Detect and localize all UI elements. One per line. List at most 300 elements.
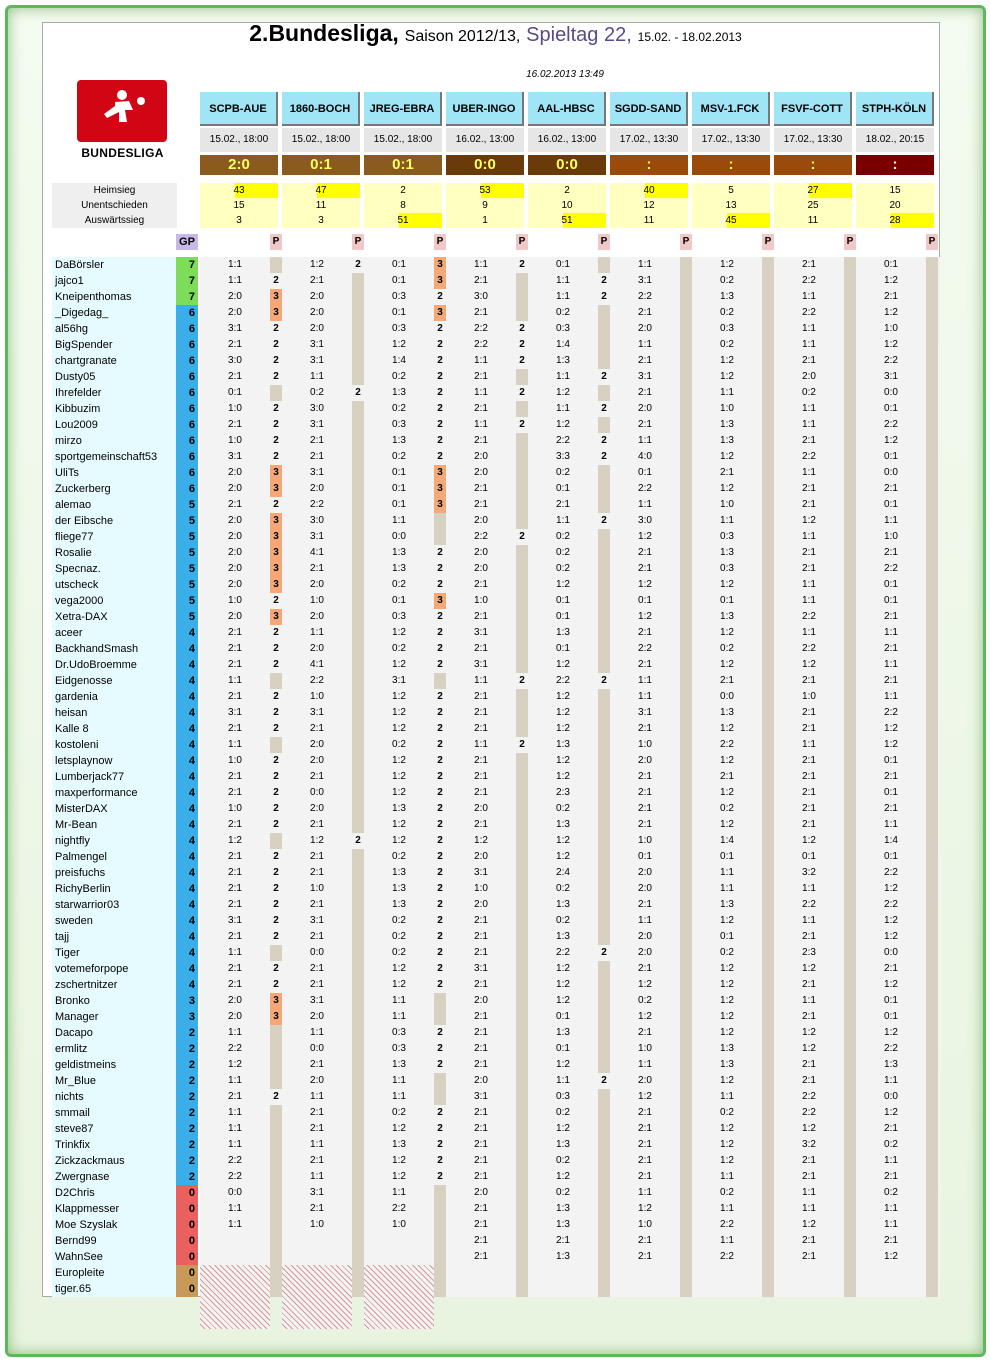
player-points: 3	[176, 1009, 198, 1025]
tip-points: 2	[434, 977, 446, 993]
draw-count: 12	[610, 198, 688, 213]
tip-cell: 2:2	[556, 675, 570, 686]
tip-cell: 1:2	[556, 1123, 570, 1134]
tip-cell: 1:1	[884, 1203, 898, 1214]
player-name: UliTs	[52, 465, 176, 481]
tip-cell: 0:1	[392, 467, 406, 478]
tip-cell: 2:1	[802, 547, 816, 558]
tip-points: 2	[352, 833, 364, 849]
player-name: Lou2009	[52, 417, 176, 433]
tip-points: 2	[598, 673, 610, 689]
tip-cell: 3:0	[638, 515, 652, 526]
tip-cell: 3:1	[474, 659, 488, 670]
tip-cell: 3:1	[228, 451, 242, 462]
tip-cell: 2:1	[802, 755, 816, 766]
tip-points: 2	[434, 769, 446, 785]
tip-cell: 0:2	[556, 1107, 570, 1118]
tip-points: 2	[516, 385, 528, 401]
tip-cell: 2:1	[720, 675, 734, 686]
tip-cell: 2:0	[228, 611, 242, 622]
tip-cell: 1:1	[310, 371, 324, 382]
tip-cell: 1:0	[228, 403, 242, 414]
tip-cell: 2:1	[884, 771, 898, 782]
tip-cell: 1:3	[720, 435, 734, 446]
tip-cell: 1:2	[720, 1011, 734, 1022]
tip-cell: 1:1	[556, 371, 570, 382]
tip-cell: 1:2	[884, 435, 898, 446]
tip-points: 2	[434, 609, 446, 625]
player-points: 6	[176, 385, 198, 401]
tip-cell: 1:3	[720, 1059, 734, 1070]
player-points: 6	[176, 337, 198, 353]
tip-cell: 0:0	[720, 691, 734, 702]
tip-cell: 1:2	[720, 1123, 734, 1134]
player-points: 4	[176, 689, 198, 705]
tip-points: 2	[270, 449, 282, 465]
tip-cell: 1:1	[884, 1075, 898, 1086]
tip-cell: 2:1	[228, 963, 242, 974]
tip-cell: 2:1	[474, 371, 488, 382]
tip-cell: 1:1	[802, 419, 816, 430]
tip-cell: 1:3	[720, 547, 734, 558]
tip-cell: 2:1	[802, 787, 816, 798]
tip-cell: 1:2	[392, 723, 406, 734]
tip-cell: 0:1	[392, 499, 406, 510]
tip-cell: 1:0	[228, 595, 242, 606]
tip-cell: 2:2	[884, 355, 898, 366]
points-header: P	[762, 234, 774, 250]
tip-cell: 2:1	[638, 547, 652, 558]
tip-cell: 2:1	[638, 419, 652, 430]
tip-points: 2	[434, 881, 446, 897]
player-icon	[95, 88, 145, 132]
tip-points: 2	[434, 721, 446, 737]
tip-points: 2	[434, 1041, 446, 1057]
tip-cell: 1:2	[638, 1203, 652, 1214]
tip-points: 3	[434, 497, 446, 513]
tip-cell: 1:1	[392, 515, 406, 526]
tip-cell: 1:3	[556, 355, 570, 366]
tip-cell: 0:1	[556, 483, 570, 494]
player-points: 2	[176, 1137, 198, 1153]
tip-cell: 1:2	[392, 691, 406, 702]
points-strip	[680, 257, 692, 1297]
player-points: 4	[176, 961, 198, 977]
tip-cell: 1:1	[720, 1235, 734, 1246]
tip-cell: 2:2	[802, 451, 816, 462]
tip-cell: 1:2	[392, 963, 406, 974]
tip-cell: 1:2	[884, 739, 898, 750]
match-code: SGDD-SAND	[610, 92, 688, 126]
tip-cell: 0:3	[392, 323, 406, 334]
tip-cell: 1:2	[556, 387, 570, 398]
tip-cell: 2:1	[228, 787, 242, 798]
tip-points: 2	[434, 641, 446, 657]
tip-cell: 1:1	[474, 355, 488, 366]
tip-cell: 3:2	[802, 867, 816, 878]
tip-cell: 1:4	[884, 835, 898, 846]
tip-cell: 0:1	[884, 499, 898, 510]
tip-cell: 1:3	[720, 419, 734, 430]
tip-cell: 2:1	[802, 1155, 816, 1166]
tip-cell: 2:1	[802, 499, 816, 510]
tip-cell: 0:2	[392, 403, 406, 414]
tip-cell: 3:0	[474, 291, 488, 302]
tip-cell: 0:2	[392, 851, 406, 862]
away-win-count: 1	[446, 213, 524, 228]
player-points: 4	[176, 977, 198, 993]
tip-cell: 1:2	[802, 1027, 816, 1038]
tip-cell: 2:1	[474, 931, 488, 942]
tip-cell: 3:0	[310, 515, 324, 526]
player-points: 4	[176, 849, 198, 865]
tip-cell: 1:3	[556, 1251, 570, 1262]
tip-points: 3	[270, 545, 282, 561]
tip-cell: 0:2	[720, 803, 734, 814]
tip-points: 2	[270, 689, 282, 705]
tip-points: 2	[270, 1089, 282, 1105]
tip-points: 2	[434, 753, 446, 769]
tip-cell: 2:0	[228, 563, 242, 574]
tip-cell: 1:2	[720, 979, 734, 990]
player-name: Klappmesser	[52, 1201, 176, 1217]
tip-cell: 3:3	[556, 451, 570, 462]
draw-count: 10	[528, 198, 606, 213]
player-points: 2	[176, 1121, 198, 1137]
tip-cell: 1:2	[392, 1155, 406, 1166]
tip-cell: 2:0	[228, 291, 242, 302]
home-win-count: 27	[774, 183, 852, 198]
tip-cell: 2:0	[638, 755, 652, 766]
player-points: 5	[176, 497, 198, 513]
away-win-count: 51	[528, 213, 606, 228]
home-win-count: 2	[364, 183, 442, 198]
tip-cell: 0:3	[556, 1091, 570, 1102]
tip-cell: 0:1	[884, 595, 898, 606]
tip-cell: 1:2	[884, 1107, 898, 1118]
tip-cell: 3:1	[638, 275, 652, 286]
tip-cell: 1:3	[392, 803, 406, 814]
tip-cell: 0:2	[392, 1107, 406, 1118]
away-win-count: 3	[282, 213, 360, 228]
match-score: :	[856, 155, 934, 175]
player-name: letsplaynow	[52, 753, 176, 769]
tip-cell: 1:2	[556, 835, 570, 846]
player-points: 6	[176, 433, 198, 449]
tip-cell: 2:1	[474, 483, 488, 494]
tip-points: 3	[270, 577, 282, 593]
tip-cell: 1:2	[556, 963, 570, 974]
tip-cell: 0:2	[556, 883, 570, 894]
tip-cell: 0:1	[556, 259, 570, 270]
tip-points: 2	[516, 673, 528, 689]
tip-cell: 2:0	[474, 515, 488, 526]
player-points: 5	[176, 609, 198, 625]
player-points: 2	[176, 1073, 198, 1089]
tip-cell: 2:1	[474, 1251, 488, 1262]
tip-cell: 2:1	[638, 1155, 652, 1166]
tip-cell: 0:2	[884, 1139, 898, 1150]
tip-cell: 1:0	[884, 323, 898, 334]
tip-cell: 3:1	[228, 323, 242, 334]
tip-cell: 1:2	[556, 723, 570, 734]
tip-cell: 2:1	[638, 1123, 652, 1134]
tip-cell: 2:1	[474, 611, 488, 622]
tip-cell: 0:1	[802, 851, 816, 862]
tip-cell: 1:2	[720, 819, 734, 830]
tip-cell: 1:1	[228, 1123, 242, 1134]
tip-cell: 2:1	[474, 707, 488, 718]
player-name: ermlitz	[52, 1041, 176, 1057]
tip-cell: 1:1	[228, 1107, 242, 1118]
tip-cell: 2:1	[802, 1235, 816, 1246]
tip-cell: 1:2	[884, 723, 898, 734]
tip-cell: 0:1	[884, 787, 898, 798]
tip-cell: 1:2	[720, 483, 734, 494]
tip-cell: 1:1	[884, 659, 898, 670]
tip-cell: 1:1	[720, 1091, 734, 1102]
tip-cell: 2:2	[310, 675, 324, 686]
tip-cell: 0:1	[392, 307, 406, 318]
tip-cell: 2:0	[310, 323, 324, 334]
tip-cell: 2:1	[884, 963, 898, 974]
tip-cell: 2:1	[884, 803, 898, 814]
tip-cell: 1:4	[556, 339, 570, 350]
tip-cell: 1:2	[884, 979, 898, 990]
player-name: Kneipenthomas	[52, 289, 176, 305]
tip-cell: 0:1	[720, 931, 734, 942]
tip-cell: 2:1	[310, 867, 324, 878]
player-name: maxperformance	[52, 785, 176, 801]
tip-points: 2	[516, 529, 528, 545]
tip-cell: 0:1	[884, 1011, 898, 1022]
tip-cell: 1:1	[720, 883, 734, 894]
tip-cell: 1:1	[556, 291, 570, 302]
tip-cell: 0:2	[802, 387, 816, 398]
tip-cell: 2:1	[474, 1043, 488, 1054]
tip-cell: 2:0	[474, 803, 488, 814]
tip-cell: 1:1	[720, 867, 734, 878]
tip-cell: 1:2	[802, 1043, 816, 1054]
player-name: _Digedag_	[52, 305, 176, 321]
tip-cell: 2:1	[884, 547, 898, 558]
match-date: 15.02., 18:00	[364, 128, 442, 152]
tip-cell: 1:1	[228, 1139, 242, 1150]
tip-cell: 2:2	[474, 323, 488, 334]
tip-cell: 1:1	[884, 627, 898, 638]
match-score: :	[774, 155, 852, 175]
tip-cell: 1:2	[392, 339, 406, 350]
tip-cell: 3:1	[310, 915, 324, 926]
tip-cell: 2:1	[474, 275, 488, 286]
tip-cell: 1:3	[392, 899, 406, 910]
tip-cell: 2:1	[310, 451, 324, 462]
tip-cell: 1:2	[638, 611, 652, 622]
tip-cell: 2:1	[228, 931, 242, 942]
tip-cell: 2:0	[638, 883, 652, 894]
tip-cell: 2:1	[474, 1059, 488, 1070]
tip-points: 2	[516, 417, 528, 433]
tip-points: 2	[598, 449, 610, 465]
tip-points: 2	[352, 257, 364, 273]
tip-cell: 2:1	[474, 755, 488, 766]
player-name: Zwergnase	[52, 1169, 176, 1185]
tip-cell: 1:3	[556, 819, 570, 830]
tip-points: 2	[434, 401, 446, 417]
tip-points: 3	[270, 609, 282, 625]
tip-cell: 1:3	[556, 1219, 570, 1230]
tip-cell: 0:1	[884, 579, 898, 590]
tip-points: 3	[270, 465, 282, 481]
match-score: 0:0	[528, 155, 606, 175]
tip-cell: 1:1	[392, 995, 406, 1006]
tip-cell: 1:1	[802, 291, 816, 302]
tip-cell: 2:1	[228, 1091, 242, 1102]
tip-cell: 0:2	[392, 579, 406, 590]
tip-cell: 3:1	[310, 467, 324, 478]
tip-cell: 2:1	[474, 979, 488, 990]
away-win-count: 11	[774, 213, 852, 228]
tip-cell: 3:1	[310, 1187, 324, 1198]
player-name: Xetra-DAX	[52, 609, 176, 625]
tip-cell: 0:1	[228, 387, 242, 398]
match-code: SCPB-AUE	[200, 92, 278, 126]
tip-cell: 2:1	[228, 643, 242, 654]
tip-points: 2	[598, 513, 610, 529]
tip-points: 2	[434, 385, 446, 401]
tip-cell: 2:1	[228, 691, 242, 702]
tip-cell: 2:1	[228, 723, 242, 734]
player-name: votemeforpope	[52, 961, 176, 977]
tip-cell: 2:1	[228, 851, 242, 862]
tip-cell: 1:1	[556, 1075, 570, 1086]
tip-points: 3	[434, 273, 446, 289]
tip-cell: 1:2	[720, 451, 734, 462]
player-points: 6	[176, 417, 198, 433]
tip-cell: 1:0	[638, 739, 652, 750]
tip-cell: 2:2	[228, 1043, 242, 1054]
tip-cell: 2:1	[720, 467, 734, 478]
tip-cell: 0:2	[720, 339, 734, 350]
tip-cell: 1:3	[392, 547, 406, 558]
tip-cell: 1:1	[884, 515, 898, 526]
tip-cell: 1:0	[802, 691, 816, 702]
tip-cell: 2:1	[802, 771, 816, 782]
tip-cell: 2:0	[310, 643, 324, 654]
tip-cell: 2:3	[556, 787, 570, 798]
tip-cell: 1:2	[392, 627, 406, 638]
tip-cell: 0:2	[392, 947, 406, 958]
tip-cell: 1:1	[556, 515, 570, 526]
tip-cell: 3:1	[310, 339, 324, 350]
tip-cell: 1:1	[638, 915, 652, 926]
tip-cell: 1:1	[802, 323, 816, 334]
player-points: 5	[176, 545, 198, 561]
tip-points: 2	[434, 1169, 446, 1185]
home-win-count: 40	[610, 183, 688, 198]
player-name: fliege77	[52, 529, 176, 545]
tip-cell: 1:2	[884, 915, 898, 926]
tip-cell: 2:1	[228, 371, 242, 382]
tip-cell: 0:2	[556, 1155, 570, 1166]
player-points: 4	[176, 833, 198, 849]
tip-points: 2	[270, 657, 282, 673]
tip-cell: 1:2	[638, 1011, 652, 1022]
tip-cell: 1:2	[392, 755, 406, 766]
player-name: alemao	[52, 497, 176, 513]
player-name: Rosalie	[52, 545, 176, 561]
tip-cell: 0:1	[556, 595, 570, 606]
draw-count: 11	[282, 198, 360, 213]
tip-points: 2	[598, 401, 610, 417]
tip-cell: 2:1	[310, 931, 324, 942]
tip-cell: 2:2	[802, 899, 816, 910]
tip-cell: 1:2	[720, 1027, 734, 1038]
tip-cell: 2:0	[474, 1187, 488, 1198]
points-strip	[844, 257, 856, 1297]
tip-cell: 2:2	[802, 611, 816, 622]
tip-points: 3	[434, 305, 446, 321]
tip-cell: 1:1	[556, 403, 570, 414]
tip-points: 2	[434, 1057, 446, 1073]
tip-cell: 1:3	[556, 931, 570, 942]
tip-cell: 2:2	[884, 563, 898, 574]
player-name: Palmengel	[52, 849, 176, 865]
tip-cell: 1:3	[720, 899, 734, 910]
tip-cell: 1:1	[310, 1091, 324, 1102]
tip-cell: 1:2	[720, 995, 734, 1006]
tip-cell: 0:2	[392, 643, 406, 654]
player-points: 4	[176, 737, 198, 753]
logo-text: BUNDESLIGA	[81, 146, 164, 160]
tip-cell: 1:0	[228, 803, 242, 814]
tip-cell: 2:1	[474, 915, 488, 926]
player-points: 2	[176, 1057, 198, 1073]
tip-cell: 1:3	[392, 1059, 406, 1070]
tip-cell: 1:1	[720, 515, 734, 526]
player-points: 7	[176, 257, 198, 273]
tip-cell: 2:1	[802, 931, 816, 942]
tip-points: 2	[516, 737, 528, 753]
player-points: 0	[176, 1201, 198, 1217]
tip-points: 3	[270, 513, 282, 529]
tip-cell: 1:2	[720, 963, 734, 974]
player-points: 4	[176, 913, 198, 929]
tip-cell: 1:3	[392, 867, 406, 878]
tip-cell: 2:0	[638, 1075, 652, 1086]
tip-points: 2	[434, 849, 446, 865]
tip-cell: 2:1	[802, 1171, 816, 1182]
tip-cell: 2:2	[802, 1107, 816, 1118]
tip-points: 2	[598, 273, 610, 289]
tip-cell: 2:0	[310, 611, 324, 622]
tip-points: 3	[270, 993, 282, 1009]
tip-cell: 1:3	[392, 883, 406, 894]
tip-cell: 1:2	[556, 771, 570, 782]
missing-tips-hatch	[282, 1265, 352, 1329]
tip-cell: 0:1	[720, 595, 734, 606]
tip-cell: 1:1	[638, 499, 652, 510]
tip-cell: 1:1	[474, 387, 488, 398]
tip-cell: 1:1	[638, 1059, 652, 1070]
tip-cell: 2:1	[228, 819, 242, 830]
tip-cell: 1:2	[720, 1075, 734, 1086]
tip-cell: 2:2	[884, 899, 898, 910]
tip-cell: 1:3	[392, 563, 406, 574]
tip-cell: 2:2	[474, 339, 488, 350]
tip-cell: 1:2	[392, 819, 406, 830]
tip-cell: 1:3	[720, 1043, 734, 1054]
